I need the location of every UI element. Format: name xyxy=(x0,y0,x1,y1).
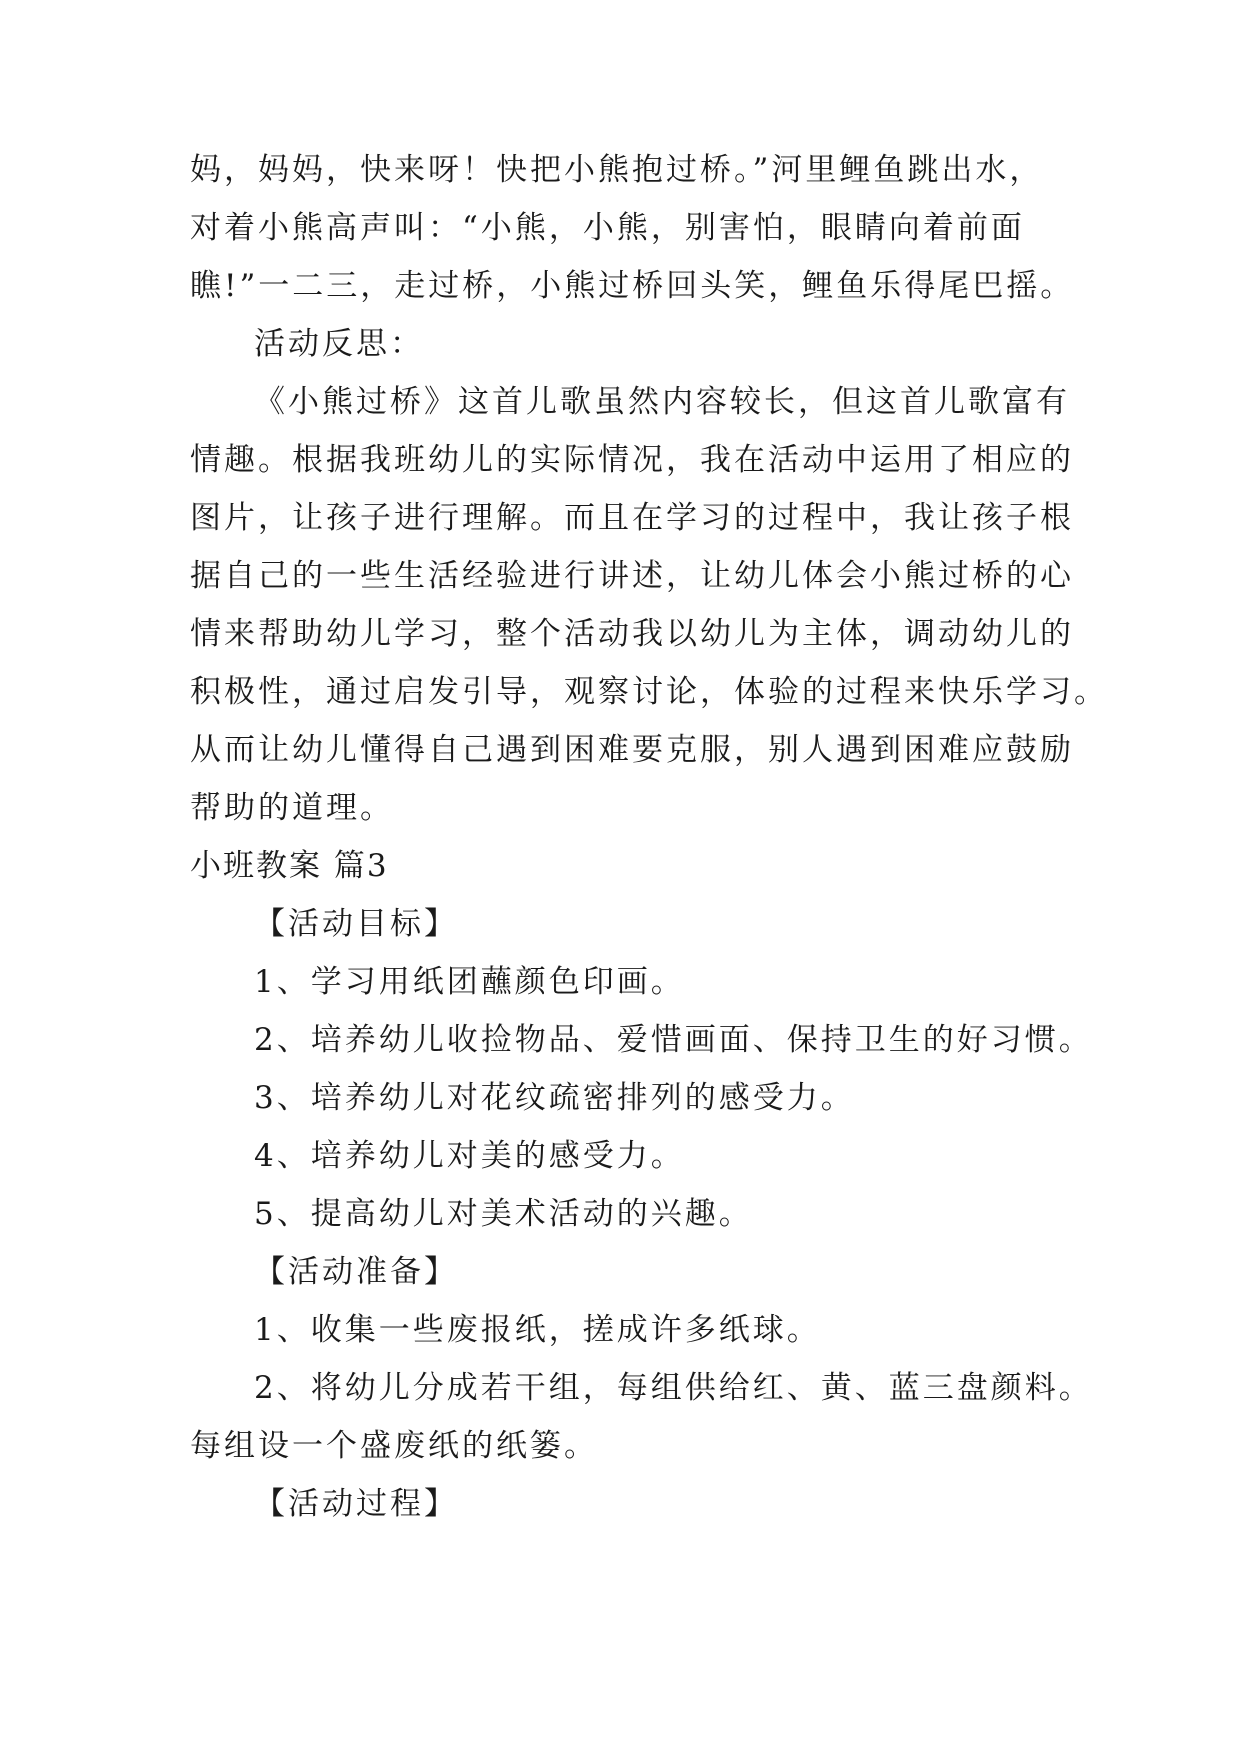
text-line: 积极性，通过启发引导，观察讨论，体验的过程来快乐学习。 xyxy=(190,674,1108,710)
text-line: 妈，妈妈，快来呀！快把小熊抱过桥。”河里鲤鱼跳出水， xyxy=(190,152,1044,188)
text-line: 情来帮助幼儿学习，整个活动我以幼儿为主体，调动幼儿的 xyxy=(190,616,1074,652)
lesson-heading: 小班教案 篇3 xyxy=(190,848,389,884)
goal-item: 4、培养幼儿对美的感受力。 xyxy=(254,1138,685,1174)
preparation-item-continued: 每组设一个盛废纸的纸篓。 xyxy=(190,1428,598,1464)
goal-item: 5、提高幼儿对美术活动的兴趣。 xyxy=(254,1196,753,1232)
text-line: 图片，让孩子进行理解。而且在学习的过程中，我让孩子根 xyxy=(190,500,1074,536)
goal-item: 3、培养幼儿对花纹疏密排列的感受力。 xyxy=(254,1080,855,1116)
section-title-reflection: 活动反思： xyxy=(254,326,424,362)
text-line: 《小熊过桥》这首儿歌虽然内容较长，但这首儿歌富有 xyxy=(254,384,1070,420)
preparation-item: 1、收集一些废报纸，搓成许多纸球。 xyxy=(254,1312,821,1348)
text-line: 瞧!”一二三，走过桥，小熊过桥回头笑，鲤鱼乐得尾巴摇。 xyxy=(190,268,1075,304)
text-line: 对着小熊高声叫：“小熊，小熊，别害怕，眼睛向着前面 xyxy=(190,210,1025,246)
text-line: 情趣。根据我班幼儿的实际情况，我在活动中运用了相应的 xyxy=(190,442,1074,478)
text-line: 从而让幼儿懂得自己遇到困难要克服，别人遇到困难应鼓励 xyxy=(190,732,1074,768)
preparation-item: 2、将幼儿分成若干组，每组供给红、黄、蓝三盘颜料。 xyxy=(254,1370,1093,1406)
section-title-process: 【活动过程】 xyxy=(254,1486,458,1522)
text-line: 据自己的一些生活经验进行讲述，让幼儿体会小熊过桥的心 xyxy=(190,558,1074,594)
goal-item: 2、培养幼儿收捡物品、爱惜画面、保持卫生的好习惯。 xyxy=(254,1022,1093,1058)
section-title-goals: 【活动目标】 xyxy=(254,906,458,942)
text-line: 帮助的道理。 xyxy=(190,790,394,826)
goal-item: 1、学习用纸团蘸颜色印画。 xyxy=(254,964,685,1000)
section-title-preparation: 【活动准备】 xyxy=(254,1254,458,1290)
